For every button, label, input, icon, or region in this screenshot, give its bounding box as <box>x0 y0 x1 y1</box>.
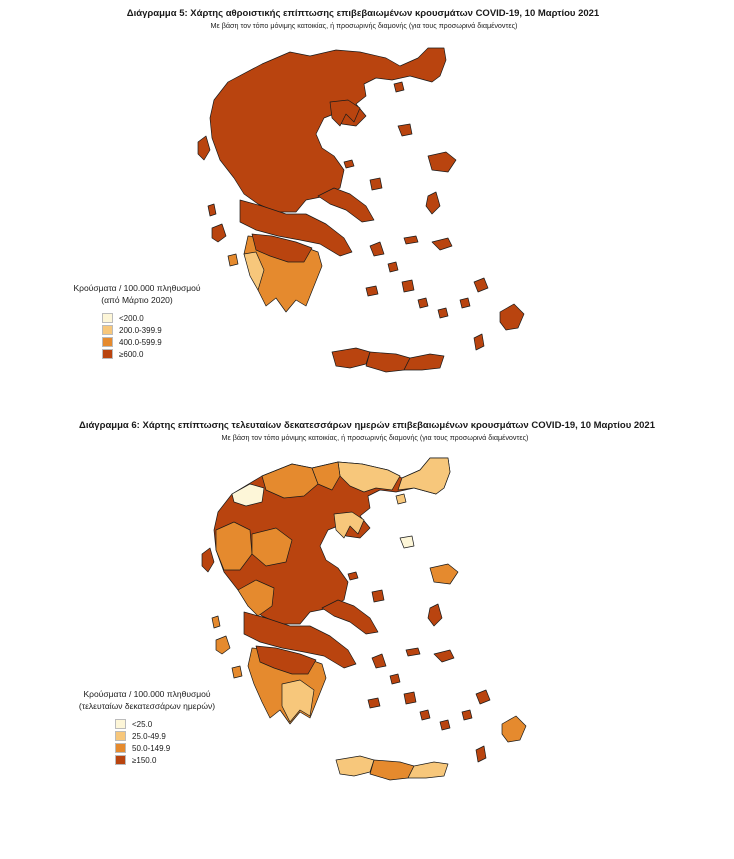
region-dodecanese-2 <box>460 298 470 308</box>
region-cyclades-2 <box>404 692 416 704</box>
region-lemnos <box>398 124 412 136</box>
region-corfu <box>198 136 210 160</box>
legend-item: ≥150.0 <box>115 754 242 766</box>
region-cyclades-3 <box>368 698 380 708</box>
legend-swatch <box>102 325 113 335</box>
region-chios <box>426 192 440 214</box>
map-subtitle: Με βάση τον τόπο μόνιμης κατοικίας, ή προσωρινής διαμονής (για τους προσωρινά διαμένοντες) <box>221 433 529 442</box>
region-cyclades-4 <box>418 298 428 308</box>
region-andros <box>372 654 386 668</box>
region-ikaria <box>404 236 418 244</box>
greece-choropleth-map <box>0 410 734 830</box>
region-corfu <box>202 548 214 572</box>
legend-item: 400.0-599.9 <box>102 336 222 348</box>
region-evia <box>322 600 378 634</box>
region-crete-east <box>404 354 444 370</box>
map-legend <box>52 688 242 766</box>
region-thasos <box>396 494 406 504</box>
map-panel-14-days <box>0 410 734 830</box>
region-ikaria <box>406 648 420 656</box>
region-dodecanese-1 <box>476 690 490 704</box>
region-florina <box>232 484 264 506</box>
region-crete-central <box>366 352 410 372</box>
legend-swatch <box>115 743 126 753</box>
region-samos <box>432 238 452 250</box>
region-lesvos <box>428 152 456 172</box>
legend-item: 200.0-399.9 <box>102 324 222 336</box>
region-karpathos <box>476 746 486 762</box>
region-cyclades-3 <box>366 286 378 296</box>
legend-swatch <box>102 337 113 347</box>
legend-swatch <box>102 313 113 323</box>
region-crete-west <box>336 756 374 776</box>
region-samos <box>434 650 454 662</box>
region-peloponnese-south <box>282 680 314 722</box>
map-panel-cumulative <box>0 0 734 400</box>
region-zakynthos <box>228 254 238 266</box>
region-cyclades-5 <box>438 308 448 318</box>
region-skyros <box>372 590 384 602</box>
map-subtitle: Με βάση τον τόπο μόνιμης κατοικίας, ή προσωρινής διαμονής (για τους προσωρινά διαμένοντες) <box>210 21 518 30</box>
map-title: Διάγραμμα 6: Χάρτης επίπτωσης τελευταίων δεκατεσσάρων ημερών επιβεβαιωμένων κρουσμάτων COVID-19, 10 Μαρτίου 2021 <box>78 420 655 431</box>
legend-items <box>115 718 242 766</box>
region-lefkada <box>212 616 220 628</box>
legend-item: ≥600.0 <box>102 348 222 360</box>
region-rhodes <box>502 716 526 742</box>
legend-title: Κρούσματα / 100.000 πληθυσμού (από Μάρτιο 2020) <box>73 283 201 305</box>
region-thasos <box>394 82 404 92</box>
region-kefalonia <box>212 224 226 242</box>
region-skyros <box>370 178 382 190</box>
region-zakynthos <box>232 666 242 678</box>
region-crete-west <box>332 348 370 368</box>
region-cyclades-2 <box>402 280 414 292</box>
region-sporades <box>348 572 358 580</box>
legend-item: <200.0 <box>102 312 222 324</box>
region-dodecanese-1 <box>474 278 488 292</box>
map-title: Διάγραμμα 5: Χάρτης αθροιστικής επίπτωσης επιβεβαιωμένων κρουσμάτων COVID-19, 10 Μαρτίου 2021 <box>126 8 600 19</box>
region-andros <box>370 242 384 256</box>
legend-swatch <box>115 755 126 765</box>
region-crete-east <box>408 762 448 778</box>
region-crete-central <box>370 760 414 780</box>
legend-item: <25.0 <box>115 718 242 730</box>
legend-item: 50.0-149.9 <box>115 742 242 754</box>
region-sporades <box>344 160 354 168</box>
map-legend <box>52 282 222 360</box>
legend-item: 25.0-49.9 <box>115 730 242 742</box>
region-dodecanese-2 <box>462 710 472 720</box>
region-lemnos <box>400 536 414 548</box>
region-karpathos <box>474 334 484 350</box>
region-evia <box>318 188 374 222</box>
legend-swatch <box>115 731 126 741</box>
region-lesvos <box>430 564 458 584</box>
legend-title: Κρούσματα / 100.000 πληθυσμού (τελευταίων δεκατεσσάρων ημερών) <box>78 689 216 711</box>
legend-swatch <box>115 719 126 729</box>
region-rhodes <box>500 304 524 330</box>
region-chios <box>428 604 442 626</box>
region-evros <box>398 458 450 494</box>
region-cyclades-4 <box>420 710 430 720</box>
legend-swatch <box>102 349 113 359</box>
region-cyclades-1 <box>388 262 398 272</box>
legend-items <box>102 312 222 360</box>
region-cyclades-5 <box>440 720 450 730</box>
region-kefalonia <box>216 636 230 654</box>
region-cyclades-1 <box>390 674 400 684</box>
region-lefkada <box>208 204 216 216</box>
